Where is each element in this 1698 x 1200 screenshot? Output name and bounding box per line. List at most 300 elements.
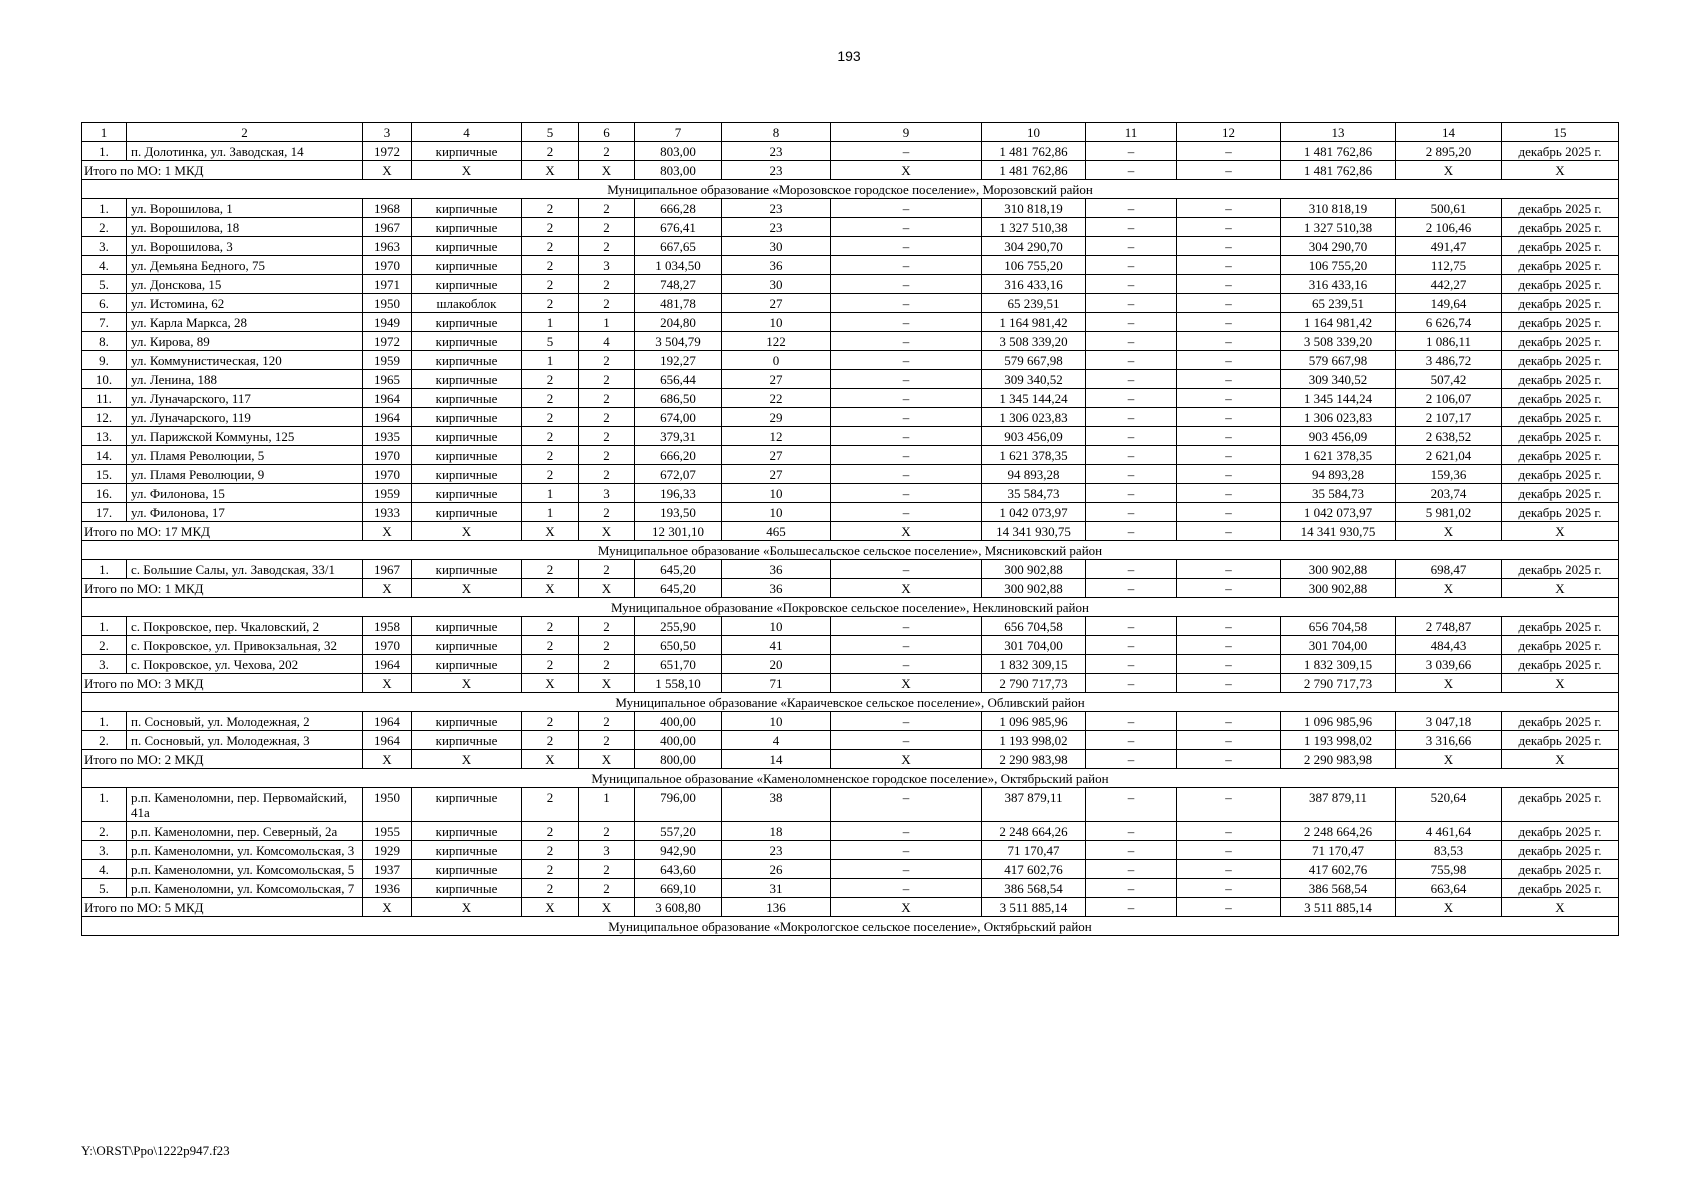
- total-cell: 3 511 885,14: [1281, 898, 1396, 917]
- table-cell: –: [1177, 351, 1281, 370]
- table-cell: –: [831, 446, 982, 465]
- table-cell: 2: [579, 655, 635, 674]
- total-cell: 12 301,10: [635, 522, 722, 541]
- table-cell: кирпичные: [412, 446, 522, 465]
- address-cell: ул. Истомина, 62: [127, 294, 363, 313]
- table-cell: –: [1177, 860, 1281, 879]
- total-cell: X: [412, 579, 522, 598]
- table-cell: 1949: [363, 313, 412, 332]
- table-cell: –: [1086, 822, 1177, 841]
- total-row: [82, 750, 1619, 769]
- table-cell: 1933: [363, 503, 412, 522]
- table-cell: 23: [722, 218, 831, 237]
- table-cell: 2: [522, 294, 579, 313]
- table-row: [82, 712, 1619, 731]
- address-cell: р.п. Каменоломни, пер. Первомайский, 41а: [127, 788, 363, 822]
- table-cell: 10: [722, 503, 831, 522]
- table-cell: –: [1086, 313, 1177, 332]
- total-cell: –: [1086, 579, 1177, 598]
- row-number-cell: 9.: [82, 351, 127, 370]
- table-cell: –: [831, 617, 982, 636]
- table-cell: –: [1086, 294, 1177, 313]
- table-cell: 2: [522, 275, 579, 294]
- total-cell: 1 481 762,86: [1281, 161, 1396, 180]
- table-cell: шлакоблок: [412, 294, 522, 313]
- section-heading-row: [82, 541, 1619, 560]
- table-cell: 106 755,20: [1281, 256, 1396, 275]
- table-cell: декабрь 2025 г.: [1502, 408, 1619, 427]
- table-cell: 1970: [363, 465, 412, 484]
- total-cell: X: [363, 522, 412, 541]
- table-cell: 10: [722, 617, 831, 636]
- table-cell: кирпичные: [412, 617, 522, 636]
- municipality-heading: Муниципальное образование «Морозовское городское поселение», Морозовский район: [82, 180, 1619, 199]
- table-cell: –: [1177, 879, 1281, 898]
- total-cell: X: [412, 522, 522, 541]
- table-cell: 656 704,58: [1281, 617, 1396, 636]
- address-cell: ул. Ворошилова, 18: [127, 218, 363, 237]
- table-cell: 656 704,58: [982, 617, 1086, 636]
- address-cell: п. Сосновый, ул. Молодежная, 2: [127, 712, 363, 731]
- table-cell: –: [1177, 427, 1281, 446]
- total-cell: 1 558,10: [635, 674, 722, 693]
- row-number-cell: 17.: [82, 503, 127, 522]
- table-cell: кирпичные: [412, 370, 522, 389]
- table-cell: декабрь 2025 г.: [1502, 617, 1619, 636]
- address-cell: ул. Карла Маркса, 28: [127, 313, 363, 332]
- municipality-heading: Муниципальное образование «Покровское сельское поселение», Неклиновский район: [82, 598, 1619, 617]
- table-cell: –: [831, 275, 982, 294]
- table-cell: 23: [722, 199, 831, 218]
- table-cell: 4: [579, 332, 635, 351]
- table-cell: –: [831, 879, 982, 898]
- total-cell: –: [1086, 750, 1177, 769]
- total-cell: 36: [722, 579, 831, 598]
- total-cell: X: [363, 579, 412, 598]
- table-cell: 41: [722, 636, 831, 655]
- table-cell: –: [1086, 142, 1177, 161]
- table-cell: –: [831, 841, 982, 860]
- address-cell: ул. Пламя Революции, 9: [127, 465, 363, 484]
- table-cell: 310 818,19: [982, 199, 1086, 218]
- table-cell: кирпичные: [412, 465, 522, 484]
- row-number-cell: 1.: [82, 199, 127, 218]
- table-cell: декабрь 2025 г.: [1502, 332, 1619, 351]
- table-cell: 2: [522, 142, 579, 161]
- table-cell: 2: [522, 389, 579, 408]
- table-cell: 26: [722, 860, 831, 879]
- table-cell: –: [831, 199, 982, 218]
- table-cell: –: [831, 560, 982, 579]
- table-cell: кирпичные: [412, 503, 522, 522]
- table-cell: 149,64: [1396, 294, 1502, 313]
- table-cell: 1972: [363, 142, 412, 161]
- table-cell: –: [1086, 879, 1177, 898]
- address-cell: ул. Кирова, 89: [127, 332, 363, 351]
- table-row: [82, 142, 1619, 161]
- total-cell: X: [579, 898, 635, 917]
- table-cell: 23: [722, 142, 831, 161]
- table-cell: –: [1177, 275, 1281, 294]
- table-cell: –: [831, 484, 982, 503]
- table-cell: 1 193 998,02: [982, 731, 1086, 750]
- table-cell: –: [1177, 465, 1281, 484]
- municipality-heading: Муниципальное образование «Большесальское сельское поселение», Мясниковский район: [82, 541, 1619, 560]
- total-cell: 3 511 885,14: [982, 898, 1086, 917]
- table-cell: –: [831, 142, 982, 161]
- row-number-cell: 3.: [82, 655, 127, 674]
- column-number-cell: 6: [579, 123, 635, 142]
- table-cell: 650,50: [635, 636, 722, 655]
- total-cell: 300 902,88: [1281, 579, 1396, 598]
- table-cell: 301 704,00: [982, 636, 1086, 655]
- table-cell: –: [1086, 351, 1177, 370]
- total-cell: X: [1396, 898, 1502, 917]
- total-cell: X: [579, 750, 635, 769]
- row-number-cell: 4.: [82, 256, 127, 275]
- table-cell: 2 621,04: [1396, 446, 1502, 465]
- total-cell: X: [412, 898, 522, 917]
- table-cell: декабрь 2025 г.: [1502, 636, 1619, 655]
- table-cell: 557,20: [635, 822, 722, 841]
- table-cell: 2: [522, 370, 579, 389]
- table-cell: 2: [579, 617, 635, 636]
- address-cell: ул. Филонова, 17: [127, 503, 363, 522]
- table-cell: –: [831, 465, 982, 484]
- table-cell: –: [1177, 313, 1281, 332]
- table-cell: –: [1086, 788, 1177, 822]
- address-cell: р.п. Каменоломни, ул. Комсомольская, 3: [127, 841, 363, 860]
- table-cell: кирпичные: [412, 860, 522, 879]
- table-cell: 698,47: [1396, 560, 1502, 579]
- table-cell: –: [1177, 731, 1281, 750]
- table-row: [82, 788, 1619, 822]
- total-cell: X: [579, 674, 635, 693]
- table-cell: 1 345 144,24: [982, 389, 1086, 408]
- table-cell: 903 456,09: [982, 427, 1086, 446]
- table-cell: 1 096 985,96: [1281, 712, 1396, 731]
- table-cell: 386 568,54: [1281, 879, 1396, 898]
- address-cell: р.п. Каменоломни, ул. Комсомольская, 7: [127, 879, 363, 898]
- municipality-heading: Муниципальное образование «Мокрологское сельское поселение», Октябрьский район: [82, 917, 1619, 936]
- housing-register-table: [81, 122, 1619, 936]
- table-row: [82, 332, 1619, 351]
- table-cell: 651,70: [635, 655, 722, 674]
- table-cell: 1935: [363, 427, 412, 446]
- row-number-cell: 7.: [82, 313, 127, 332]
- table-cell: 12: [722, 427, 831, 446]
- total-cell: X: [1396, 674, 1502, 693]
- address-cell: ул. Пламя Революции, 5: [127, 446, 363, 465]
- table-cell: кирпичные: [412, 841, 522, 860]
- table-cell: 386 568,54: [982, 879, 1086, 898]
- table-cell: –: [1086, 636, 1177, 655]
- address-cell: ул. Филонова, 15: [127, 484, 363, 503]
- row-number-cell: 13.: [82, 427, 127, 446]
- total-cell: –: [1177, 898, 1281, 917]
- table-cell: 2: [522, 860, 579, 879]
- total-cell: 23: [722, 161, 831, 180]
- total-cell: 800,00: [635, 750, 722, 769]
- total-cell: X: [1396, 579, 1502, 598]
- table-cell: 1967: [363, 560, 412, 579]
- table-cell: 1 164 981,42: [982, 313, 1086, 332]
- row-number-cell: 12.: [82, 408, 127, 427]
- table-cell: 400,00: [635, 712, 722, 731]
- total-cell: 2 290 983,98: [1281, 750, 1396, 769]
- table-cell: 2: [579, 370, 635, 389]
- table-row: [82, 256, 1619, 275]
- table-cell: 1970: [363, 256, 412, 275]
- table-cell: –: [831, 636, 982, 655]
- table-cell: 2: [579, 199, 635, 218]
- table-cell: 30: [722, 237, 831, 256]
- table-cell: –: [1086, 218, 1177, 237]
- table-cell: декабрь 2025 г.: [1502, 370, 1619, 389]
- table-cell: 122: [722, 332, 831, 351]
- table-row: [82, 237, 1619, 256]
- table-cell: 1970: [363, 446, 412, 465]
- table-cell: 2: [579, 389, 635, 408]
- column-number-cell: 13: [1281, 123, 1396, 142]
- table-cell: –: [1177, 712, 1281, 731]
- total-cell: 14 341 930,75: [982, 522, 1086, 541]
- table-cell: 442,27: [1396, 275, 1502, 294]
- table-cell: 106 755,20: [982, 256, 1086, 275]
- municipality-heading: Муниципальное образование «Каменоломненское городское поселение», Октябрьский район: [82, 769, 1619, 788]
- table-cell: –: [1086, 655, 1177, 674]
- table-cell: 579 667,98: [982, 351, 1086, 370]
- total-cell: X: [831, 898, 982, 917]
- table-cell: 2 248 664,26: [1281, 822, 1396, 841]
- table-cell: 1 832 309,15: [1281, 655, 1396, 674]
- table-cell: кирпичные: [412, 218, 522, 237]
- table-cell: 192,27: [635, 351, 722, 370]
- table-cell: кирпичные: [412, 560, 522, 579]
- table-cell: 2: [579, 731, 635, 750]
- table-cell: 204,80: [635, 313, 722, 332]
- row-number-cell: 5.: [82, 275, 127, 294]
- address-cell: р.п. Каменоломни, ул. Комсомольская, 5: [127, 860, 363, 879]
- total-cell: X: [1396, 522, 1502, 541]
- table-cell: –: [1086, 370, 1177, 389]
- table-cell: 1967: [363, 218, 412, 237]
- table-row: [82, 636, 1619, 655]
- table-cell: 23: [722, 841, 831, 860]
- address-cell: с. Большие Салы, ул. Заводская, 33/1: [127, 560, 363, 579]
- address-cell: п. Сосновый, ул. Молодежная, 3: [127, 731, 363, 750]
- table-cell: 1: [522, 313, 579, 332]
- total-cell: 645,20: [635, 579, 722, 598]
- table-cell: декабрь 2025 г.: [1502, 731, 1619, 750]
- table-cell: декабрь 2025 г.: [1502, 313, 1619, 332]
- table-cell: 2: [522, 712, 579, 731]
- table-body: [82, 142, 1619, 936]
- table-cell: 1972: [363, 332, 412, 351]
- table-cell: кирпичные: [412, 822, 522, 841]
- table-cell: 36: [722, 560, 831, 579]
- table-cell: 38: [722, 788, 831, 822]
- table-cell: 2: [579, 712, 635, 731]
- table-cell: 669,10: [635, 879, 722, 898]
- table-cell: 1 164 981,42: [1281, 313, 1396, 332]
- table-cell: –: [1177, 503, 1281, 522]
- table-cell: 2: [522, 636, 579, 655]
- table-row: [82, 617, 1619, 636]
- total-row: [82, 674, 1619, 693]
- table-cell: 1964: [363, 408, 412, 427]
- table-cell: –: [1177, 484, 1281, 503]
- table-cell: –: [1086, 427, 1177, 446]
- row-number-cell: 1.: [82, 788, 127, 822]
- table-row: [82, 427, 1619, 446]
- table-cell: 29: [722, 408, 831, 427]
- total-label: Итого по МО: 3 МКД: [82, 674, 363, 693]
- table-cell: 1 345 144,24: [1281, 389, 1396, 408]
- column-number-row: [82, 123, 1619, 142]
- table-cell: кирпичные: [412, 788, 522, 822]
- table-cell: кирпичные: [412, 636, 522, 655]
- table-cell: 1929: [363, 841, 412, 860]
- address-cell: ул. Ленина, 188: [127, 370, 363, 389]
- table-cell: декабрь 2025 г.: [1502, 351, 1619, 370]
- table-cell: –: [831, 332, 982, 351]
- table-cell: 579 667,98: [1281, 351, 1396, 370]
- total-cell: X: [412, 674, 522, 693]
- table-cell: кирпичные: [412, 256, 522, 275]
- table-cell: кирпичные: [412, 655, 522, 674]
- total-cell: X: [1396, 750, 1502, 769]
- table-cell: 1 034,50: [635, 256, 722, 275]
- table-cell: 2 895,20: [1396, 142, 1502, 161]
- table-cell: 3 508 339,20: [1281, 332, 1396, 351]
- table-cell: –: [831, 788, 982, 822]
- table-cell: 1 327 510,38: [982, 218, 1086, 237]
- total-cell: X: [363, 750, 412, 769]
- table-cell: 417 602,76: [982, 860, 1086, 879]
- table-cell: 2: [579, 636, 635, 655]
- table-cell: 2: [579, 351, 635, 370]
- table-row: [82, 879, 1619, 898]
- table-cell: 71 170,47: [982, 841, 1086, 860]
- table-row: [82, 655, 1619, 674]
- table-cell: 2 248 664,26: [982, 822, 1086, 841]
- table-cell: 686,50: [635, 389, 722, 408]
- table-cell: 507,42: [1396, 370, 1502, 389]
- table-cell: –: [831, 237, 982, 256]
- table-cell: 2: [579, 879, 635, 898]
- table-cell: декабрь 2025 г.: [1502, 427, 1619, 446]
- table-cell: 3: [579, 256, 635, 275]
- table-cell: декабрь 2025 г.: [1502, 841, 1619, 860]
- total-cell: 136: [722, 898, 831, 917]
- table-cell: 656,44: [635, 370, 722, 389]
- table-cell: 301 704,00: [1281, 636, 1396, 655]
- table-cell: 1963: [363, 237, 412, 256]
- total-cell: –: [1086, 898, 1177, 917]
- table-cell: 672,07: [635, 465, 722, 484]
- table-cell: 2: [579, 275, 635, 294]
- table-cell: –: [831, 313, 982, 332]
- table-cell: декабрь 2025 г.: [1502, 237, 1619, 256]
- table-cell: –: [831, 218, 982, 237]
- table-cell: 1: [522, 351, 579, 370]
- table-cell: 1964: [363, 655, 412, 674]
- total-cell: 2 790 717,73: [1281, 674, 1396, 693]
- column-number-cell: 15: [1502, 123, 1619, 142]
- table-row: [82, 465, 1619, 484]
- table-row: [82, 560, 1619, 579]
- table-cell: 94 893,28: [982, 465, 1086, 484]
- table-cell: 316 433,16: [1281, 275, 1396, 294]
- total-cell: –: [1086, 161, 1177, 180]
- column-number-cell: 1: [82, 123, 127, 142]
- table-cell: 748,27: [635, 275, 722, 294]
- table-cell: 31: [722, 879, 831, 898]
- table-cell: 2: [522, 788, 579, 822]
- table-cell: 65 239,51: [1281, 294, 1396, 313]
- table-cell: 112,75: [1396, 256, 1502, 275]
- table-cell: декабрь 2025 г.: [1502, 484, 1619, 503]
- table-cell: 2: [579, 446, 635, 465]
- table-cell: 2: [579, 860, 635, 879]
- table-cell: 6 626,74: [1396, 313, 1502, 332]
- table-cell: 1950: [363, 294, 412, 313]
- total-cell: –: [1177, 750, 1281, 769]
- table-row: [82, 731, 1619, 750]
- table-cell: 83,53: [1396, 841, 1502, 860]
- table-cell: –: [1177, 655, 1281, 674]
- table-cell: 2: [522, 822, 579, 841]
- table-cell: 520,64: [1396, 788, 1502, 822]
- table-cell: 1 086,11: [1396, 332, 1502, 351]
- table-cell: –: [831, 655, 982, 674]
- table-cell: 2: [522, 237, 579, 256]
- table-cell: 22: [722, 389, 831, 408]
- table-cell: –: [831, 389, 982, 408]
- table-cell: 300 902,88: [1281, 560, 1396, 579]
- table-cell: декабрь 2025 г.: [1502, 218, 1619, 237]
- table-cell: –: [831, 860, 982, 879]
- row-number-cell: 1.: [82, 142, 127, 161]
- table-cell: кирпичные: [412, 313, 522, 332]
- total-cell: X: [1502, 674, 1619, 693]
- column-number-cell: 10: [982, 123, 1086, 142]
- address-cell: ул. Луначарского, 119: [127, 408, 363, 427]
- table-cell: 1971: [363, 275, 412, 294]
- table-cell: 796,00: [635, 788, 722, 822]
- table-cell: 1 306 023,83: [982, 408, 1086, 427]
- table-cell: –: [831, 712, 982, 731]
- table-cell: 10: [722, 712, 831, 731]
- address-cell: ул. Парижской Коммуны, 125: [127, 427, 363, 446]
- table-cell: –: [1086, 389, 1177, 408]
- table-cell: 3 508 339,20: [982, 332, 1086, 351]
- table-cell: 196,33: [635, 484, 722, 503]
- total-cell: 2 790 717,73: [982, 674, 1086, 693]
- table-cell: 1 042 073,97: [982, 503, 1086, 522]
- table-cell: 2: [522, 446, 579, 465]
- table-cell: 2: [522, 731, 579, 750]
- total-cell: –: [1177, 161, 1281, 180]
- table-cell: 1: [522, 484, 579, 503]
- table-cell: 309 340,52: [1281, 370, 1396, 389]
- table-cell: 35 584,73: [1281, 484, 1396, 503]
- total-cell: X: [1502, 522, 1619, 541]
- table-cell: кирпичные: [412, 142, 522, 161]
- row-number-cell: 1.: [82, 617, 127, 636]
- table-cell: 2: [522, 465, 579, 484]
